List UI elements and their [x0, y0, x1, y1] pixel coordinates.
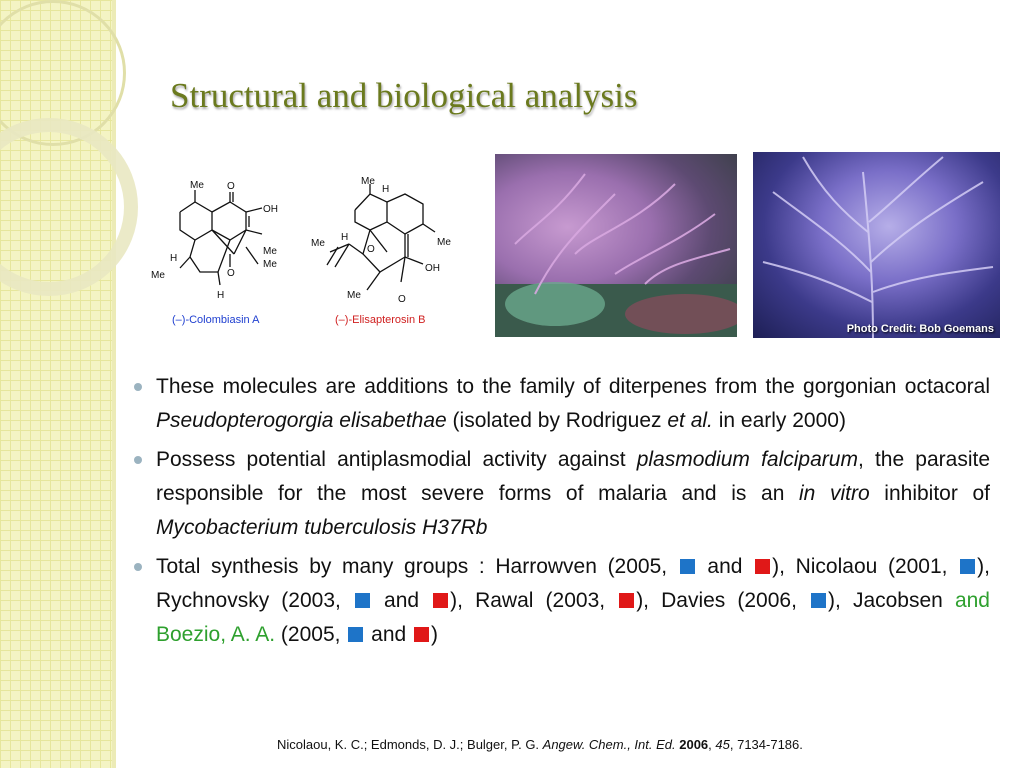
colombiasin-caption: (–)-Colombiasin A [172, 314, 260, 326]
red-square-icon [433, 593, 448, 608]
elisapterosin-label-o-bottom: O [398, 294, 406, 305]
colombiasin-label-me-right-1: Me [263, 246, 277, 257]
slide-title: Structural and biological analysis [170, 76, 638, 115]
red-square-icon [619, 593, 634, 608]
elisapterosin-b-drawing [305, 172, 465, 307]
red-square-icon [414, 627, 429, 642]
elisapterosin-label-me-top: Me [361, 176, 375, 187]
citation: Nicolaou, K. C.; Edmonds, D. J.; Bulger, P. G. Angew. Chem., Int. Ed. 2006, 45, 7134-7186. [277, 737, 803, 752]
colombiasin-label-h-bottom: H [217, 290, 225, 301]
blue-square-icon [680, 559, 695, 574]
colombiasin-label-o-top: O [227, 181, 235, 192]
blue-square-icon [811, 593, 826, 608]
bullet-dot [134, 456, 142, 464]
elisapterosin-label-h-left: H [341, 232, 349, 243]
elisapterosin-label-h-top: H [382, 184, 390, 195]
elisapterosin-label-me-right: Me [437, 237, 451, 248]
blue-square-icon [355, 593, 370, 608]
elisapterosin-label-o-mid: O [367, 244, 375, 255]
colombiasin-label-me-top: Me [190, 180, 204, 191]
elisapterosin-label-oh: OH [425, 263, 440, 274]
gorgonian-sea-fan-photo [753, 152, 1000, 338]
bullet-total-synthesis: Total synthesis by many groups : Harrowven (2005, and ), Nicolaou (2001, ), Rychnovsky (2003, and ), Rawal (2003, ), Davies (2006, ), Jacobsen and Boezio, A. A. (2005, and ) [128, 550, 990, 652]
elisapterosin-caption: (–)-Elisapterosin B [335, 314, 426, 326]
decorative-ring-middle [0, 118, 138, 296]
bullet-diterpenes: These molecules are additions to the family of diterpenes from the gorgonian octacoral Pseudopterogorgia elisabethae (isolated by Rodriguez et al. in early 2000) [128, 370, 990, 438]
blue-square-icon [348, 627, 363, 642]
colombiasin-label-me-right-2: Me [263, 259, 277, 270]
colombiasin-a-drawing [150, 172, 300, 307]
elisapterosin-b-structure [305, 172, 465, 312]
bullet-dot [134, 383, 142, 391]
colombiasin-label-h-left: H [170, 253, 178, 264]
bullet-dot [134, 563, 142, 571]
colombiasin-label-o-mid: O [227, 268, 235, 279]
sidebar-edge [112, 0, 116, 768]
bullet-list [128, 370, 990, 657]
colombiasin-a-structure [150, 172, 300, 312]
green-text: and Boezio, A. A. [156, 589, 990, 646]
colombiasin-label-me-left: Me [151, 270, 165, 281]
blue-square-icon [960, 559, 975, 574]
gorgonian-coral-photo [495, 154, 737, 337]
photo-credit: Photo Credit: Bob Goemans [846, 323, 994, 335]
bullet-antiplasmodial: Possess potential antiplasmodial activity against plasmodium falciparum, the parasite responsible for the most severe forms of malaria and is an in vitro inhibitor of Mycobacterium tuberculosis H37Rb [128, 443, 990, 545]
elisapterosin-label-me-bottom: Me [347, 290, 361, 301]
colombiasin-label-oh: OH [263, 204, 278, 215]
red-square-icon [755, 559, 770, 574]
elisapterosin-label-me-left: Me [311, 238, 325, 249]
